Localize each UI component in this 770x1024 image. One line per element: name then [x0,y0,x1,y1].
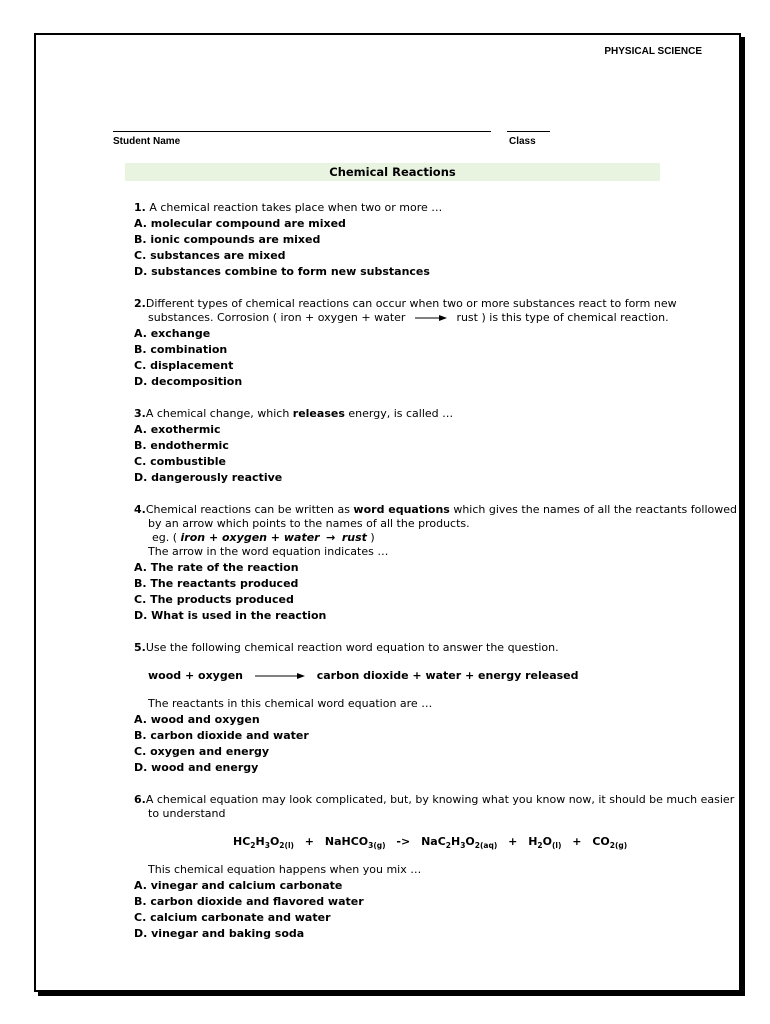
question-text: A chemical reaction takes place when two or more … [149,201,443,214]
eq-subscript: 3 [460,841,466,851]
eq-subscript: 2 [537,841,543,851]
question-number: 5. [134,641,146,654]
eq-term: O [465,835,475,848]
q6-option-c: C. calcium carbonate and water [134,911,331,924]
question-text: Different types of chemical reactions can occur when two or more substances react to form new [145,297,677,310]
chemical-equation [233,835,627,850]
question-number: 3. [134,407,146,420]
question-2-stem [134,297,677,311]
example-prefix: eg. ( [152,531,181,544]
eq-term: H [450,835,461,848]
eq-term: CO [592,835,610,848]
q1-option-a: A. molecular compound are mixed [134,217,346,230]
question-text: which gives the names of all the reactants followed [449,503,737,516]
eq-subscript: 2(g) [609,841,628,851]
q5-option-a: A. wood and oxygen [134,713,260,726]
question-3-stem [134,407,453,421]
q4-option-b: B. The reactants produced [134,577,299,590]
question-text: A chemical change, which [145,407,293,420]
eq-term: H [255,835,265,848]
student-name-line [113,131,491,132]
question-text: A chemical equation may look complicated, but, by knowing what you know now, it should be much easier [145,793,735,806]
q3-option-c: C. combustible [134,455,227,468]
class-line [507,131,550,132]
eq-plus: + [304,835,315,848]
eq-subscript: 2 [250,841,256,851]
question-1-stem [134,201,442,215]
q5-option-c: C. oxygen and energy [134,745,270,758]
eq-term: NaHCO [324,835,369,848]
page-title: Chemical Reactions [125,163,660,181]
example-reactants: iron + oxygen + water [180,531,320,544]
q2-option-c: C. displacement [134,359,234,372]
equation-products: carbon dioxide + water + energy released [316,669,579,682]
question-keyword: word equations [353,503,450,516]
right-arrow-icon [253,671,307,681]
q1-option-c: C. substances are mixed [134,249,286,262]
example-product: rust [341,531,367,544]
eq-term: O [542,835,552,848]
q5-option-d: D. wood and energy [134,761,259,774]
question-4-stem [134,503,737,517]
question-4-example [152,531,375,545]
q6-option-d: D. vinegar and baking soda [134,927,305,940]
subject-header: PHYSICAL SCIENCE [604,46,702,57]
question-4-line-2: by an arrow which points to the names of all the products. [148,517,470,530]
question-5-stem [134,641,559,655]
q6-option-b: B. carbon dioxide and flavored water [134,895,364,908]
question-6-prompt: This chemical equation happens when you mix … [148,863,422,876]
question-number: 1. [134,201,146,214]
q4-option-a: A. The rate of the reaction [134,561,299,574]
class-label: Class [509,136,536,147]
eq-subscript: 3 [264,841,270,851]
q2-option-a: A. exchange [134,327,211,340]
question-number: 6. [134,793,146,806]
question-text: rust ) is this type of chemical reaction. [456,311,669,324]
question-6-stem [134,793,734,807]
eq-term: NaC [421,835,446,848]
q3-option-b: B. endothermic [134,439,229,452]
question-text: substances. Corrosion ( iron + oxygen + water [148,311,406,324]
question-text: Chemical reactions can be written as [145,503,354,516]
question-text: energy, is called … [344,407,454,420]
eq-plus: + [572,835,582,848]
eq-subscript: (l) [552,841,562,851]
question-text: Use the following chemical reaction word equation to answer the question. [145,641,559,654]
q5-option-b: B. carbon dioxide and water [134,729,309,742]
q3-option-d: D. dangerously reactive [134,471,283,484]
question-number: 2. [134,297,146,310]
question-6-line-2: to understand [148,807,226,820]
word-equation [148,669,579,683]
equation-reactants: wood + oxygen [148,669,244,682]
q3-option-a: A. exothermic [134,423,221,436]
eq-subscript: 2 [445,841,451,851]
eq-term: H [528,835,538,848]
student-name-label: Student Name [113,136,181,147]
q1-option-b: B. ionic compounds are mixed [134,233,321,246]
q4-option-c: C. The products produced [134,593,294,606]
eq-subscript: 2(l) [279,841,294,851]
example-suffix: ) [366,531,375,544]
eq-term: O [269,835,280,848]
right-arrow-icon: → [326,531,336,544]
question-keyword: releases [292,407,345,420]
question-number: 4. [134,503,146,516]
eq-term: HC [233,835,251,848]
question-4-prompt: The arrow in the word equation indicates … [148,545,389,558]
question-2-line-2 [148,311,669,325]
q6-option-a: A. vinegar and calcium carbonate [134,879,343,892]
q2-option-b: B. combination [134,343,228,356]
q4-option-d: D. What is used in the reaction [134,609,327,622]
eq-plus: + [508,835,518,848]
eq-arrow: -> [396,835,411,848]
q1-option-d: D. substances combine to form new substances [134,265,430,278]
eq-subscript: 2(aq) [474,841,498,851]
q2-option-d: D. decomposition [134,375,243,388]
right-arrow-icon [413,313,449,323]
question-5-prompt: The reactants in this chemical word equation are … [148,697,433,710]
eq-subscript: 3(g) [368,841,386,851]
